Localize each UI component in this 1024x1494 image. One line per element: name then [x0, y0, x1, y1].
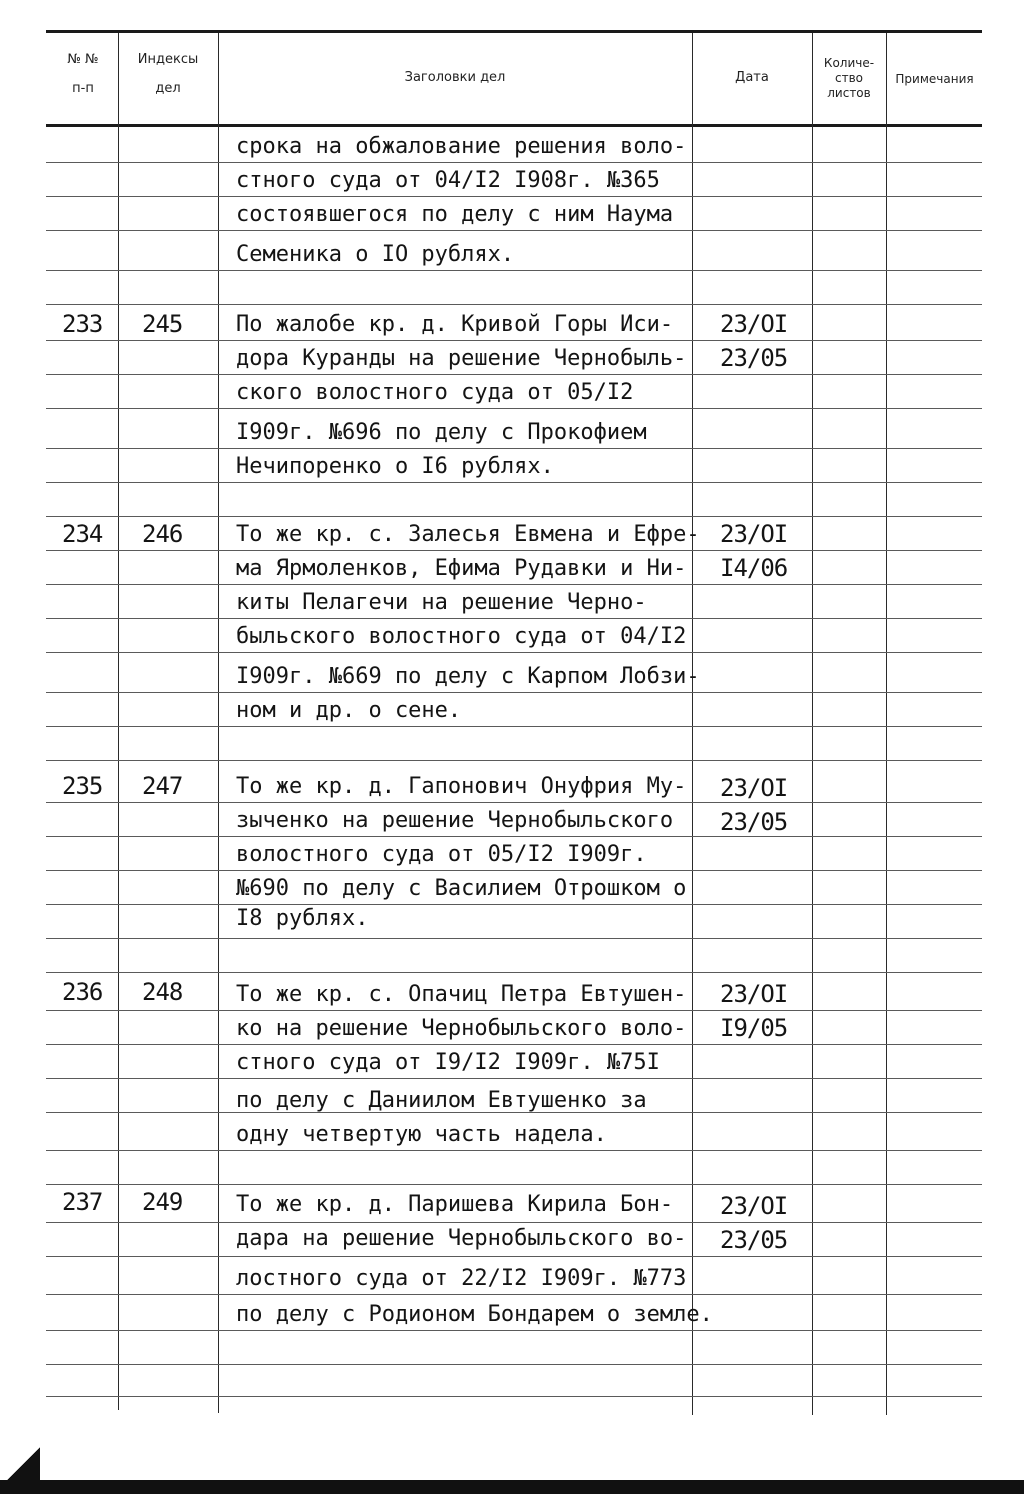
entry-index: 246: [142, 520, 183, 548]
header-count-line3: листов: [827, 86, 871, 100]
header-notes-text: Примечания: [895, 72, 974, 86]
entry-title-line: То же кр. д. Паришева Кирила Бон-: [236, 1192, 674, 1217]
entry-title-line: дора Куранды на решение Чернобыль-: [236, 346, 687, 371]
continuation-line: стного суда от 04/I2 I908г. №365: [236, 168, 660, 193]
entry-title-line: быльского волостного суда от 04/I2: [236, 624, 687, 649]
continuation-line: состоявшегося по делу с ним Наума: [236, 202, 674, 227]
entry-date: I9/05: [720, 1014, 788, 1042]
entry-title-line: То же кр. с. Залесья Евмена и Ефре-: [236, 522, 700, 547]
header-date-text: Дата: [735, 70, 769, 85]
top-rule: [46, 30, 982, 33]
entry-title-line: киты Пелагечи на решение Черно-: [236, 590, 647, 615]
row-rule: [46, 196, 982, 197]
entry-title-line: I909г. №696 по делу с Прокофием: [236, 420, 647, 445]
entry-date: 23/OI: [720, 1192, 788, 1220]
row-rule: [46, 836, 982, 837]
entry-title-line: по делу с Даниилом Евтушенко за: [236, 1088, 647, 1113]
row-rule: [46, 1150, 982, 1151]
header-count-line2: ство: [834, 71, 863, 85]
entry-index: 248: [142, 978, 183, 1006]
entry-date: 23/05: [720, 808, 788, 836]
row-rule: [46, 1330, 982, 1331]
row-rule: [46, 516, 982, 517]
entry-date: 23/OI: [720, 520, 788, 548]
entry-title-line: зыченко на решение Чернобыльского: [236, 808, 674, 833]
entry-title-line: дара на решение Чернобыльского во-: [236, 1226, 687, 1251]
header-num-line1: № №: [67, 52, 99, 67]
row-rule: [46, 1078, 982, 1079]
continuation-line: Семеника о IO рублях.: [236, 242, 515, 267]
row-rule: [46, 374, 982, 375]
row-rule: [46, 618, 982, 619]
row-rule: [46, 230, 982, 231]
row-rule: [46, 340, 982, 341]
header-count: [813, 56, 885, 101]
header-index-line2: дел: [155, 81, 181, 96]
header-title: [220, 70, 690, 85]
row-rule: [46, 1364, 982, 1365]
entry-title-line: То же кр. с. Опачиц Петра Евтушен-: [236, 982, 687, 1007]
row-rule: [46, 972, 982, 973]
row-rule: [46, 760, 982, 761]
header-num: [50, 52, 116, 96]
row-rule: [46, 1222, 982, 1223]
entry-number: 236: [62, 978, 103, 1006]
entry-title-line: I8 рублях.: [236, 906, 369, 931]
header-count-line1: Количе-: [823, 56, 875, 70]
entry-title-line: По жалобе кр. д. Кривой Горы Иси-: [236, 312, 674, 337]
header-bottom-rule: [46, 124, 982, 127]
entry-title-line: одну четвертую часть надела.: [236, 1122, 607, 1147]
entry-date: I4/06: [720, 554, 788, 582]
entry-title-line: волостного суда от 05/I2 I909г.: [236, 842, 647, 867]
entry-date: 23/OI: [720, 774, 788, 802]
entry-date: 23/OI: [720, 980, 788, 1008]
row-rule: [46, 1256, 982, 1257]
scan-shadow-bottom: [0, 1480, 1024, 1494]
row-rule: [46, 726, 982, 727]
row-rule: [46, 652, 982, 653]
row-rule: [46, 448, 982, 449]
row-rule: [46, 270, 982, 271]
entry-index: 247: [142, 772, 183, 800]
entry-date: 23/05: [720, 1226, 788, 1254]
row-rule: [46, 304, 982, 305]
entry-title-line: ма Ярмоленков, Ефима Рудавки и Ни-: [236, 556, 687, 581]
row-rule: [46, 904, 982, 905]
header-index-line1: Индексы: [137, 52, 199, 67]
column-divider: [886, 33, 887, 1415]
header-date: [694, 70, 810, 85]
column-divider: [692, 33, 693, 1415]
entry-index: 249: [142, 1188, 183, 1216]
row-rule: [46, 692, 982, 693]
row-rule: [46, 870, 982, 871]
entry-index: 245: [142, 310, 183, 338]
entry-title-line: То же кр. д. Гапонович Онуфрия Му-: [236, 774, 687, 799]
column-divider: [218, 33, 219, 1413]
row-rule: [46, 1396, 982, 1397]
row-rule: [46, 550, 982, 551]
entry-number: 237: [62, 1188, 103, 1216]
entry-title-line: I909г. №669 по делу с Карпом Лобзи-: [236, 664, 700, 689]
entry-title-line: Нечипоренко о I6 рублях.: [236, 454, 554, 479]
header-index: [120, 52, 216, 96]
row-rule: [46, 802, 982, 803]
entry-title-line: по делу с Родионом Бондарем о земле.: [236, 1302, 713, 1327]
row-rule: [46, 938, 982, 939]
row-rule: [46, 1010, 982, 1011]
entry-title-line: ном и др. о сене.: [236, 698, 462, 723]
entry-title-line: стного суда от I9/I2 I909г. №75I: [236, 1050, 660, 1075]
header-notes: [887, 72, 982, 86]
entry-title-line: лостного суда от 22/I2 I909г. №773: [236, 1266, 687, 1291]
row-rule: [46, 482, 982, 483]
row-rule: [46, 1294, 982, 1295]
entry-date: 23/OI: [720, 310, 788, 338]
row-rule: [46, 408, 982, 409]
row-rule: [46, 584, 982, 585]
row-rule: [46, 1044, 982, 1045]
entry-number: 234: [62, 520, 103, 548]
entry-number: 235: [62, 772, 103, 800]
continuation-line: срока на обжалование решения воло-: [236, 134, 687, 159]
column-divider: [118, 33, 119, 1410]
row-rule: [46, 1184, 982, 1185]
row-rule: [46, 162, 982, 163]
header-title-text: Заголовки дел: [404, 70, 506, 85]
entry-title-line: №690 по делу с Василием Отрошком о: [236, 876, 687, 901]
column-divider: [812, 33, 813, 1415]
entry-number: 233: [62, 310, 103, 338]
entry-title-line: ского волостного суда от 05/I2: [236, 380, 634, 405]
header-num-line2: п-п: [72, 81, 94, 96]
entry-date: 23/05: [720, 344, 788, 372]
entry-title-line: ко на решение Чернобыльского воло-: [236, 1016, 687, 1041]
